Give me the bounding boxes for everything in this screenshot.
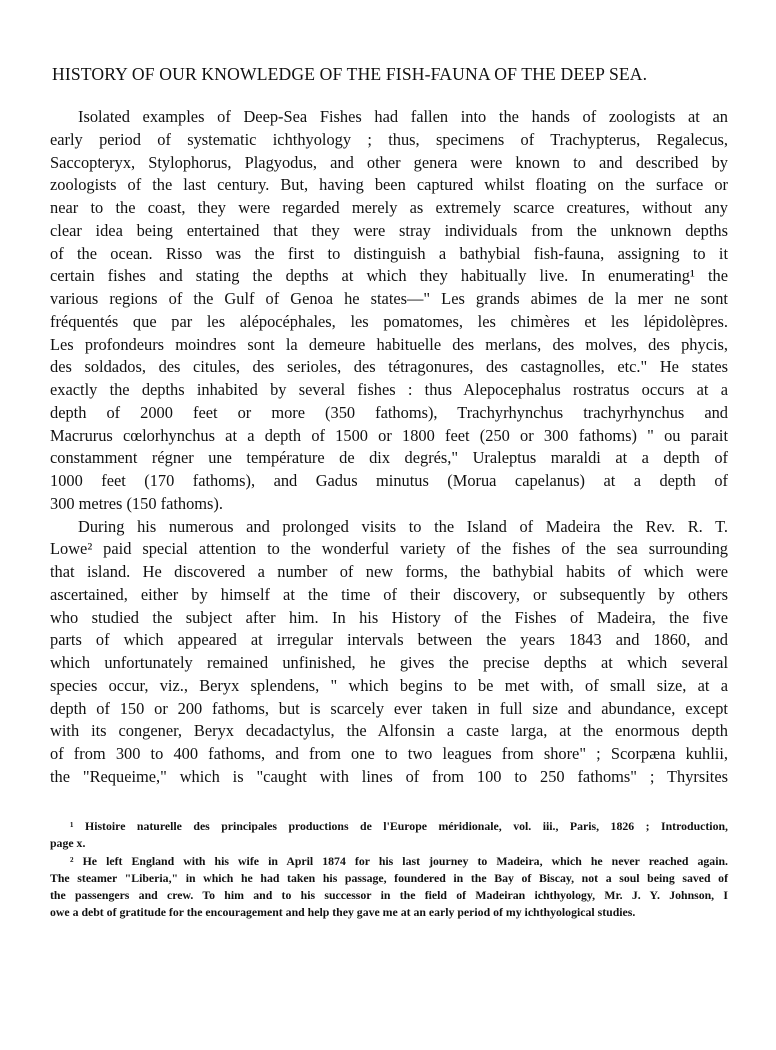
body-line: of from 300 to 400 fathoms, and from one to two leagues from shore" ; Scorpæna kuhlii, [50, 744, 728, 763]
body-line: various regions of the Gulf of Genoa he states—" Les grands abimes de la mer ne sont [50, 289, 728, 308]
body-line: 300 metres (150 fathoms). [50, 493, 223, 513]
body-line: who studied the subject after him. In his History of the Fishes of Madeira, the five [50, 607, 728, 627]
body-line: certain fishes and stating the depths at which they habitually live. In enumerating¹ the [50, 266, 728, 286]
footnote-line: owe a debt of gratitude for the encouragement and help they gave me at an early period of my ichthyological studies. [50, 905, 636, 920]
page-title: HISTORY OF OUR KNOWLEDGE OF THE FISH-FAUNA OF THE DEEP SEA. [52, 64, 648, 84]
body-line: of the ocean. Risso was the first to distinguish a bathybial fish-fauna, assigning to it [50, 243, 728, 263]
body-text [50, 106, 728, 789]
footnote-line: the passengers and crew. To him and to his successor in the field of Madeiran ichthyology, Mr. J. Y. Johnson, I [50, 888, 728, 903]
body-line: zoologists of the last century. But, having been captured whilst floating on the surface or [50, 175, 728, 195]
body-line: near to the coast, they were regarded merely as extremely scarce creatures, without any [50, 198, 728, 217]
body-line: constamment régner une température de dix degrés," Uraleptus maraldi at a depth of [50, 448, 728, 468]
footnote-line: ² He left England with his wife in April 1874 for his last journey to Madeira, which he never reached again. [70, 853, 728, 868]
body-line: clear idea being entertained that they were stray individuals from the unknown depths [50, 220, 728, 240]
body-line: 1000 feet (170 fathoms), and Gadus minutus (Morua capelanus) at a depth of [50, 471, 728, 490]
body-line: the "Requeime," which is "caught with lines of from 100 to 250 fathoms" ; Thyrsites [50, 766, 728, 786]
body-line: which unfortunately remained unfinished, he gives the precise depths at which several [50, 653, 728, 672]
footnote-line: The steamer "Liberia," in which he had taken his passage, foundered in the Bay of Biscay, not a soul being saved of [50, 870, 728, 885]
body-line: with its congener, Beryx decadactylus, the Alfonsin a caste larga, at the enormous depth [50, 721, 728, 741]
body-line: ascertained, either by himself at the time of their discovery, or subsequently by others [50, 584, 728, 604]
body-line: Macrurus cœlorhynchus at a depth of 1500 or 1800 feet (250 or 300 fathoms) " ou parait [50, 425, 728, 445]
body-line: exactly the depths inhabited by several fishes : thus Alepocephalus rostratus occurs at a [50, 380, 728, 399]
footnotes [50, 818, 728, 922]
body-line: parts of which appeared at irregular intervals between the years 1843 and 1860, and [50, 630, 728, 650]
footnote-line: page x. [50, 836, 86, 851]
body-line: Isolated examples of Deep-Sea Fishes had fallen into the hands of zoologists at an [78, 107, 728, 126]
body-line: des soldados, des citules, des serioles, des tétragonures, des castagnolles, etc." He states [50, 357, 728, 377]
body-line: that island. He discovered a number of new forms, the bathybial habits of which were [50, 562, 728, 581]
body-line: species occur, viz., Beryx splendens, " which begins to be met with, of small size, at a [50, 675, 728, 695]
body-line: Saccopteryx, Stylophorus, Plagyodus, and other genera were known to and described by [50, 152, 728, 172]
body-line: Les profondeurs moindres sont la demeure habituelle des merlans, des molves, des phycis, [50, 334, 728, 354]
body-line: early period of systematic ichthyology ; thus, specimens of Trachypterus, Regalecus, [50, 129, 728, 149]
footnote-line: ¹ Histoire naturelle des principales productions de l'Europe méridionale, vol. iii., Paris, 1826 ; Introduction, [70, 819, 728, 833]
body-line: depth of 2000 feet or more (350 fathoms), Trachyrhynchus trachyrhynchus and [50, 402, 728, 422]
body-line: depth of 150 or 200 fathoms, but is scarcely ever taken in full size and abundance, except [50, 698, 728, 718]
body-line: fréquentés que par les alépocéphales, les pomatomes, les chimères et les lépidolèpres. [50, 311, 728, 331]
body-line: During his numerous and prolonged visits to the Island of Madeira the Rev. R. T. [78, 516, 728, 536]
body-line: Lowe² paid special attention to the wonderful variety of the fishes of the sea surrounding [50, 539, 728, 559]
